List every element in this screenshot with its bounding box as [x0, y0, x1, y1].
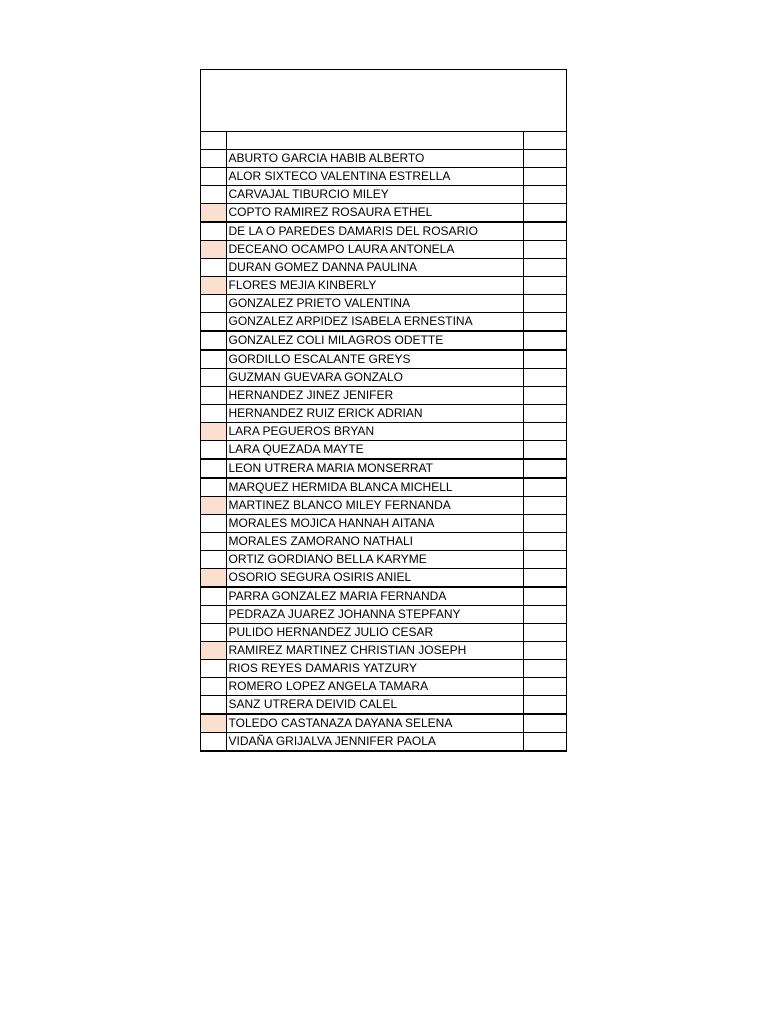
row-marker-cell[interactable]	[201, 677, 226, 695]
table-row[interactable]	[201, 404, 566, 422]
student-name-cell[interactable]: MORALES ZAMORANO NATHALI	[226, 532, 523, 550]
table-row[interactable]	[201, 185, 566, 203]
extra-cell[interactable]	[523, 258, 566, 276]
extra-cell[interactable]	[523, 404, 566, 422]
table-row[interactable]	[201, 312, 566, 331]
extra-cell[interactable]	[523, 440, 566, 459]
row-marker-cell[interactable]	[201, 568, 226, 587]
extra-cell[interactable]	[523, 276, 566, 294]
row-marker-cell[interactable]	[201, 550, 226, 568]
table-row[interactable]	[201, 276, 566, 294]
extra-cell[interactable]	[523, 459, 566, 478]
row-marker-cell[interactable]	[201, 714, 226, 733]
roster-body	[201, 132, 566, 750]
student-name-cell[interactable]: ROMERO LOPEZ ANGELA TAMARA	[226, 677, 523, 695]
row-marker-cell[interactable]	[201, 605, 226, 623]
student-name-cell[interactable]: VIDAÑA GRIJALVA JENNIFER PAOLA	[226, 732, 523, 750]
extra-cell[interactable]	[523, 714, 566, 733]
student-name-cell[interactable]: FLORES MEJIA KINBERLY	[226, 276, 523, 294]
row-marker-cell[interactable]	[201, 641, 226, 659]
table-row[interactable]	[201, 149, 566, 167]
student-name-cell[interactable]: GUZMAN GUEVARA GONZALO	[226, 368, 523, 386]
student-name-cell[interactable]: ABURTO GARCIA HABIB ALBERTO	[226, 149, 523, 167]
table-row[interactable]	[201, 331, 566, 350]
row-marker-cell[interactable]	[201, 459, 226, 478]
extra-cell[interactable]	[523, 623, 566, 641]
extra-cell[interactable]	[523, 185, 566, 203]
extra-cell[interactable]	[523, 350, 566, 369]
table-row[interactable]	[201, 294, 566, 312]
table-row[interactable]	[201, 386, 566, 404]
extra-cell[interactable]	[523, 368, 566, 386]
student-name-cell[interactable]: LARA PEGUEROS BRYAN	[226, 422, 523, 440]
extra-cell[interactable]	[523, 167, 566, 185]
table-row[interactable]	[201, 605, 566, 623]
table-row[interactable]	[201, 587, 566, 606]
table-row[interactable]	[201, 240, 566, 258]
extra-cell[interactable]	[523, 587, 566, 606]
student-name-cell[interactable]: COPTO RAMIREZ ROSAURA ETHEL	[226, 203, 523, 222]
row-marker-cell[interactable]	[201, 312, 226, 331]
table-row[interactable]	[201, 478, 566, 497]
student-roster-sheet	[200, 69, 567, 752]
row-marker-cell[interactable]	[201, 623, 226, 641]
extra-cell[interactable]	[523, 478, 566, 497]
table-row[interactable]	[201, 496, 566, 514]
table-row[interactable]	[201, 550, 566, 568]
table-row[interactable]	[201, 623, 566, 641]
student-name-cell[interactable]: ORTIZ GORDIANO BELLA KARYME	[226, 550, 523, 568]
extra-cell[interactable]	[523, 641, 566, 659]
extra-cell[interactable]	[523, 386, 566, 404]
table-row[interactable]	[201, 132, 566, 149]
row-marker-cell[interactable]	[201, 404, 226, 422]
extra-cell[interactable]	[523, 568, 566, 587]
row-marker-cell[interactable]	[201, 258, 226, 276]
student-name-cell[interactable]: RAMIREZ MARTINEZ CHRISTIAN JOSEPH	[226, 641, 523, 659]
row-marker-cell[interactable]	[201, 185, 226, 203]
table-row[interactable]	[201, 714, 566, 733]
student-name-cell[interactable]: OSORIO SEGURA OSIRIS ANIEL	[226, 568, 523, 587]
extra-cell[interactable]	[523, 149, 566, 167]
table-row[interactable]	[201, 222, 566, 241]
table-row[interactable]	[201, 350, 566, 369]
student-name-cell[interactable]: HERNANDEZ JINEZ JENIFER	[226, 386, 523, 404]
extra-cell[interactable]	[523, 514, 566, 532]
row-marker-cell[interactable]	[201, 331, 226, 350]
student-name-cell[interactable]: HERNANDEZ RUIZ ERICK ADRIAN	[226, 404, 523, 422]
row-marker-cell[interactable]	[201, 149, 226, 167]
row-marker-cell[interactable]	[201, 532, 226, 550]
extra-cell[interactable]	[523, 659, 566, 677]
student-name-cell[interactable]: ALOR SIXTECO VALENTINA ESTRELLA	[226, 167, 523, 185]
row-marker-cell[interactable]	[201, 695, 226, 714]
sheet-header-box	[201, 70, 566, 132]
student-name-cell[interactable]: DE LA O PAREDES DAMARIS DEL ROSARIO	[226, 222, 523, 241]
row-marker-cell[interactable]	[201, 514, 226, 532]
student-name-cell[interactable]: RIOS REYES DAMARIS YATZURY	[226, 659, 523, 677]
student-name-cell[interactable]: PARRA GONZALEZ MARIA FERNANDA	[226, 587, 523, 606]
extra-cell[interactable]	[523, 732, 566, 750]
student-name-cell[interactable]: TOLEDO CASTANAZA DAYANA SELENA	[226, 714, 523, 733]
student-name-cell[interactable]: CARVAJAL TIBURCIO MILEY	[226, 185, 523, 203]
row-marker-cell[interactable]	[201, 659, 226, 677]
student-name-cell[interactable]: GONZALEZ COLI MILAGROS ODETTE	[226, 331, 523, 350]
row-marker-cell[interactable]	[201, 422, 226, 440]
table-row[interactable]	[201, 368, 566, 386]
student-name-cell[interactable]: LARA QUEZADA MAYTE	[226, 440, 523, 459]
student-name-cell[interactable]: DURAN GOMEZ DANNA PAULINA	[226, 258, 523, 276]
table-row[interactable]	[201, 532, 566, 550]
extra-cell[interactable]	[523, 312, 566, 331]
table-row[interactable]	[201, 258, 566, 276]
extra-cell[interactable]	[523, 677, 566, 695]
table-row[interactable]	[201, 641, 566, 659]
extra-cell[interactable]	[523, 550, 566, 568]
row-marker-cell[interactable]	[201, 203, 226, 222]
student-name-cell[interactable]: DECEANO OCAMPO LAURA ANTONELA	[226, 240, 523, 258]
student-name-cell[interactable]: GONZALEZ PRIETO VALENTINA	[226, 294, 523, 312]
table-row[interactable]	[201, 732, 566, 750]
row-marker-cell[interactable]	[201, 167, 226, 185]
row-marker-cell[interactable]	[201, 496, 226, 514]
row-marker-cell[interactable]	[201, 222, 226, 241]
row-marker-cell[interactable]	[201, 350, 226, 369]
student-name-cell[interactable]	[226, 132, 523, 149]
row-marker-cell[interactable]	[201, 732, 226, 750]
table-row[interactable]	[201, 659, 566, 677]
row-marker-cell[interactable]	[201, 368, 226, 386]
row-marker-cell[interactable]	[201, 478, 226, 497]
student-name-cell[interactable]: MARTINEZ BLANCO MILEY FERNANDA	[226, 496, 523, 514]
extra-cell[interactable]	[523, 331, 566, 350]
student-name-cell[interactable]: MORALES MOJICA HANNAH AITANA	[226, 514, 523, 532]
row-marker-cell[interactable]	[201, 294, 226, 312]
table-row[interactable]	[201, 568, 566, 587]
student-name-cell[interactable]: MARQUEZ HERMIDA BLANCA MICHELL	[226, 478, 523, 497]
extra-cell[interactable]	[523, 132, 566, 149]
extra-cell[interactable]	[523, 695, 566, 714]
extra-cell[interactable]	[523, 240, 566, 258]
table-row[interactable]	[201, 677, 566, 695]
student-name-cell[interactable]: LEON UTRERA MARIA MONSERRAT	[226, 459, 523, 478]
table-row[interactable]	[201, 459, 566, 478]
student-name-cell[interactable]: PULIDO HERNANDEZ JULIO CESAR	[226, 623, 523, 641]
extra-cell[interactable]	[523, 422, 566, 440]
extra-cell[interactable]	[523, 605, 566, 623]
student-name-cell[interactable]: GORDILLO ESCALANTE GREYS	[226, 350, 523, 369]
row-marker-cell[interactable]	[201, 440, 226, 459]
table-row[interactable]	[201, 514, 566, 532]
row-marker-cell[interactable]	[201, 386, 226, 404]
table-row[interactable]	[201, 440, 566, 459]
roster-table	[201, 132, 566, 751]
student-name-cell[interactable]: SANZ UTRERA DEIVID CALEL	[226, 695, 523, 714]
row-marker-cell[interactable]	[201, 276, 226, 294]
table-row[interactable]	[201, 167, 566, 185]
row-marker-cell[interactable]	[201, 132, 226, 149]
extra-cell[interactable]	[523, 222, 566, 241]
student-name-cell[interactable]: PEDRAZA JUAREZ JOHANNA STEPFANY	[226, 605, 523, 623]
extra-cell[interactable]	[523, 496, 566, 514]
row-marker-cell[interactable]	[201, 240, 226, 258]
extra-cell[interactable]	[523, 203, 566, 222]
table-row[interactable]	[201, 203, 566, 222]
table-row[interactable]	[201, 422, 566, 440]
table-row[interactable]	[201, 695, 566, 714]
row-marker-cell[interactable]	[201, 587, 226, 606]
student-name-cell[interactable]: GONZALEZ ARPIDEZ ISABELA ERNESTINA	[226, 312, 523, 331]
extra-cell[interactable]	[523, 532, 566, 550]
extra-cell[interactable]	[523, 294, 566, 312]
